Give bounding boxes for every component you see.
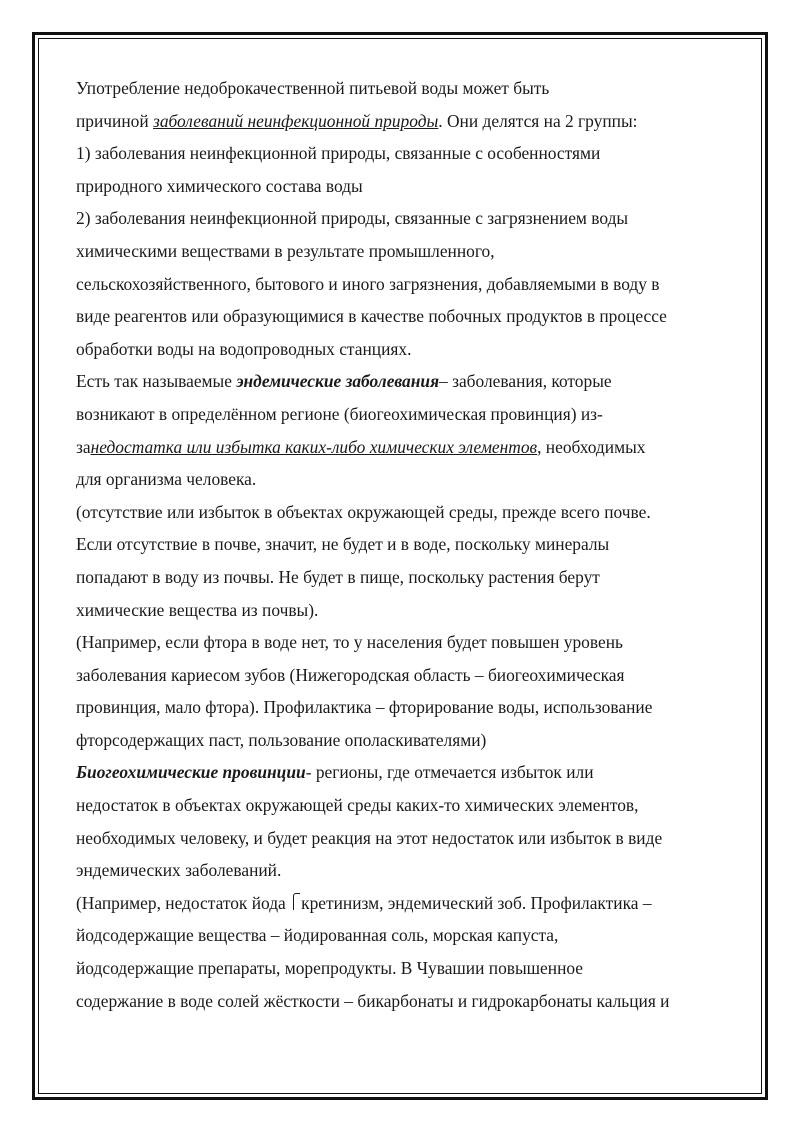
text-line: [76, 268, 726, 301]
text-run: сельскохозяйственного, бытового и иного загрязнения, добавляемыми в воду в: [76, 273, 660, 294]
text-run: причиной: [76, 110, 154, 131]
text-line: [76, 985, 726, 1018]
text-run: (отсутствие или избыток в объектах окружающей среды, прежде всего почве.: [76, 501, 651, 522]
text-line: [76, 789, 726, 822]
text-run: . Они делятся на 2 группы:: [438, 110, 638, 131]
text-run: йодсодержащие препараты, морепродукты. В Чувашии повышенное: [76, 958, 584, 979]
text-line: [76, 333, 726, 366]
text-line: [76, 659, 726, 692]
document-body: [76, 72, 726, 1017]
text-line: [76, 235, 726, 268]
text-line: [76, 594, 726, 627]
text-run: фторсодержащих паст, пользование ополаскивателями): [76, 729, 487, 750]
text-run: – заболевания, которые: [439, 371, 612, 392]
text-line: [76, 561, 726, 594]
text-run: обработки воды на водопроводных станциях.: [76, 338, 412, 359]
text-run: виде реагентов или образующимися в качестве побочных продуктов в процессе: [76, 306, 667, 327]
text-run: заболевания кариесом зубов (Нижегородская область – биогеохимическая: [76, 664, 625, 685]
text-run: за: [76, 436, 91, 457]
text-run: (Например, недостаток йода: [76, 892, 291, 913]
text-run: недостаток в объектах окружающей среды каких-то химических элементов,: [76, 795, 639, 816]
text-run: 2) заболевания неинфекционной природы, связанные с загрязнением воды: [76, 208, 629, 229]
text-line: [76, 202, 726, 235]
text-run: Есть так называемые: [76, 371, 237, 392]
arrow-symbol-icon: [293, 893, 300, 910]
text-run: провинция, мало фтора). Профилактика – фторирование воды, использование: [76, 697, 653, 718]
text-line: [76, 724, 726, 757]
text-line: [76, 105, 726, 138]
text-run: химические вещества из почвы).: [76, 599, 319, 620]
text-line: [76, 137, 726, 170]
emphasis-term: недостатка или избытка каких-либо химических элементов: [90, 436, 538, 457]
text-line: [76, 431, 726, 464]
text-run: Употребление недоброкачественной питьевой воды может быть: [76, 78, 550, 98]
text-run: кретинизм, эндемический зоб. Профилактика –: [301, 892, 652, 913]
text-line: [76, 691, 726, 724]
text-line: [76, 528, 726, 561]
text-run: Если отсутствие в почве, значит, не будет и в воде, поскольку минералы: [76, 534, 610, 555]
text-line: [76, 300, 726, 333]
text-line: [76, 822, 726, 855]
text-run: , необходимых: [537, 436, 646, 457]
bold-term: эндемические заболевания: [236, 371, 440, 392]
text-line: [76, 463, 726, 496]
text-line: [76, 72, 726, 105]
text-run: эндемических заболеваний.: [76, 860, 282, 881]
text-line: [76, 365, 726, 398]
text-line: [76, 952, 726, 985]
text-line: [76, 496, 726, 529]
text-line: [76, 887, 726, 920]
text-run: - регионы, где отмечается избыток или: [305, 762, 594, 783]
text-run: (Например, если фтора в воде нет, то у населения будет повышен уровень: [76, 632, 623, 653]
text-run: природного химического состава воды: [76, 175, 363, 196]
text-line: [76, 626, 726, 659]
text-line: [76, 854, 726, 887]
text-run: необходимых человеку, и будет реакция на этот недостаток или избыток в виде: [76, 827, 663, 848]
bold-term: Биогеохимические провинции: [76, 762, 306, 783]
text-line: [76, 919, 726, 952]
text-run: возникают в определённом регионе (биогеохимическая провинция) из-: [76, 403, 603, 424]
text-run: для организма человека.: [76, 469, 257, 490]
text-line: [76, 170, 726, 203]
text-run: содержание в воде солей жёсткости – бикарбонаты и гидрокарбонаты кальция и: [76, 990, 670, 1011]
text-run: 1) заболевания неинфекционной природы, связанные с особенностями: [76, 143, 601, 164]
emphasis-term: заболеваний неинфекционной природы: [153, 110, 439, 131]
text-run: попадают в воду из почвы. Не будет в пище, поскольку растения берут: [76, 566, 600, 587]
text-run: химическими веществами в результате промышленного,: [76, 240, 495, 261]
text-line: [76, 756, 726, 789]
text-run: йодсодержащие вещества – йодированная соль, морская капуста,: [76, 925, 559, 946]
text-line: [76, 398, 726, 431]
